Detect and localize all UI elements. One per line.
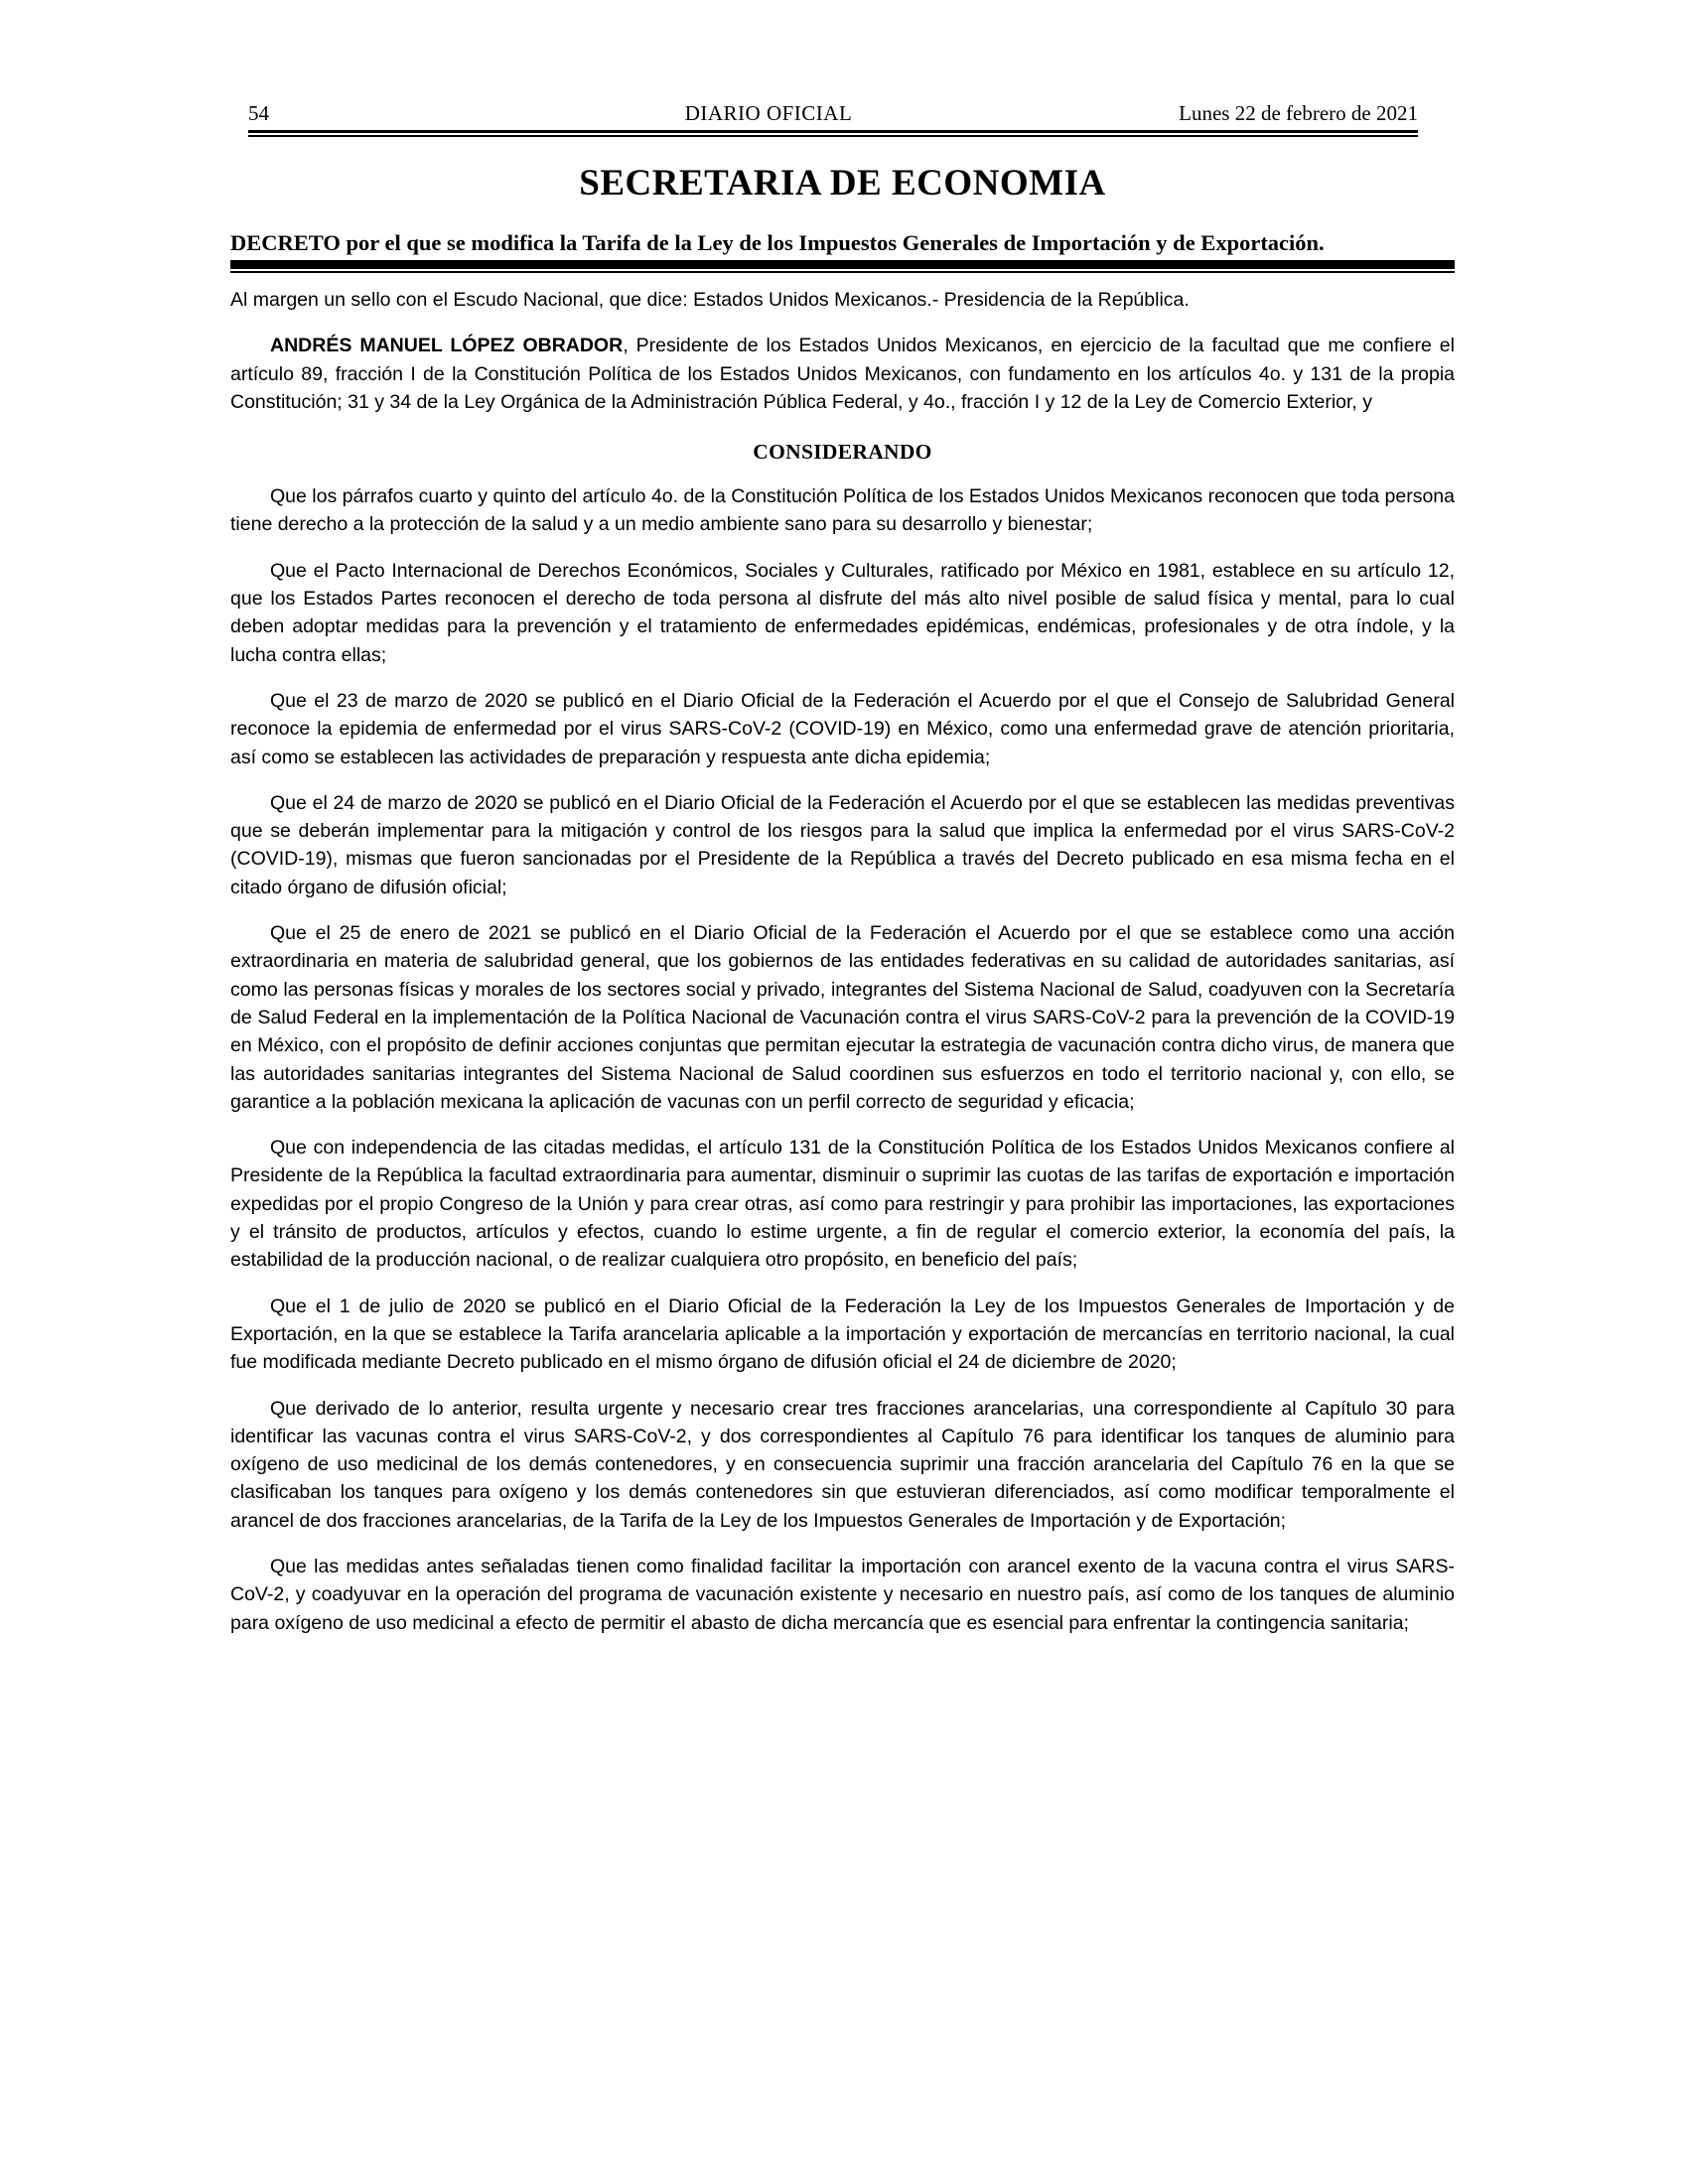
section-title: SECRETARIA DE ECONOMIA <box>579 163 1106 204</box>
consideration-paragraph: Que con independencia de las citadas medidas, el artículo 131 de la Constitución Política de los Estados Unidos Mexicanos confiere al Presidente de la República la facultad extraordinaria para aumentar, disminuir o suprimir las cuotas de las tarifas de exportación e importación expedidas por el propio Congreso de la Unión y para crear otras, así como para restringir y para prohibir las importaciones, las exportaciones y el tránsito de productos, artículos y efectos, cuando lo estime urgente, a fin de regular el comercio exterior, la economía del país, la estabilidad de la producción nacional, o de realizar cualquiera otro propósito, en beneficio del país; <box>230 1137 1455 1272</box>
decree-rule <box>230 260 1455 273</box>
header-date: Lunes 22 de febrero de 2021 <box>1179 101 1418 125</box>
running-header <box>248 101 1418 125</box>
president-name: ANDRÉS MANUEL LÓPEZ OBRADOR <box>270 335 624 357</box>
president-paragraph-text: , Presidente de los Estados Unidos Mexicanos, en ejercicio de la facultad que me confiere el artículo 89, fracción I de la Constitución Política de los Estados Unidos Mexicanos, con fundamento en los artículos 4o. y 131 de la propia Constitución; 31 y 34 de la Ley Orgánica de la Administración Pública Federal, y 4o., fracción I y 12 de la Ley de Comercio Exterior, y <box>230 335 1455 413</box>
consideration-paragraph: Que el Pacto Internacional de Derechos Económicos, Sociales y Culturales, ratificado por México en 1981, establece en su artículo 12, que los Estados Partes reconocen el derecho de toda persona al disfrute del más alto nivel posible de salud física y mental, para lo cual deben adoptar medidas para la prevención y el tratamiento de enfermedades epidémicas, endémicas, profesionales y de otra índole, y la lucha contra ellas; <box>230 559 1455 666</box>
decree-body <box>230 286 1455 1637</box>
president-paragraph <box>230 332 1455 416</box>
al-margen-paragraph: Al margen un sello con el Escudo Nacional, que dice: Estados Unidos Mexicanos.- Presidencia de la República. <box>230 289 1190 311</box>
consideration-paragraph: Que derivado de lo anterior, resulta urgente y necesario crear tres fracciones arancelarias, una correspondiente al Capítulo 30 para identificar las vacunas contra el virus SARS-CoV-2, y dos correspondientes al Capítulo 76 para identificar los tanques de aluminio para oxígeno de uso medicinal de los demás contenedores, y en consecuencia suprimir una fracción arancelaria del Capítulo 76 en la que se clasificaban los tanques para oxígeno y los demás contenedores sin que estuvieran diferenciados, así como modificar temporalmente el arancel de dos fracciones arancelarias, de la Tarifa de la Ley de los Impuestos Generales de Importación y de Exportación; <box>230 1397 1455 1532</box>
consideration-paragraph: Que el 1 de julio de 2020 se publicó en el Diario Oficial de la Federación la Ley de los Impuestos Generales de Importación y de Exportación, en la que se establece la Tarifa arancelaria aplicable a la importación y exportación de mercancías en territorio nacional, la cual fue modificada mediante Decreto publicado en el mismo órgano de difusión oficial el 24 de diciembre de 2020; <box>230 1295 1455 1374</box>
page-number: 54 <box>248 101 269 125</box>
consideration-paragraph: Que los párrafos cuarto y quinto del artículo 4o. de la Constitución Política de los Estados Unidos Mexicanos reconocen que toda persona tiene derecho a la protección de la salud y a un medio ambiente sano para su desarrollo y bienestar; <box>230 485 1455 536</box>
consideration-paragraph: Que el 24 de marzo de 2020 se publicó en el Diario Oficial de la Federación el Acuerdo por el que se establecen las medidas preventivas que se deberán implementar para la mitigación y control de los riesgos para la salud que implica la enfermedad por el virus SARS-CoV-2 (COVID-19), mismas que fueron sancionadas por el Presidente de la República a través del Decreto publicado en esa misma fecha en el citado órgano de difusión oficial; <box>230 791 1455 898</box>
decree-heading: DECRETO por el que se modifica la Tarifa de la Ley de los Impuestos Generales de Importación y de Exportación. <box>230 230 1325 255</box>
considerando-heading: CONSIDERANDO <box>753 440 932 465</box>
consideration-paragraph: Que las medidas antes señaladas tienen como finalidad facilitar la importación con arancel exento de la vacuna contra el virus SARS-CoV-2, y coadyuvar en la operación del programa de vacunación existente y necesario en nuestro país, así como de los tanques de aluminio para oxígeno de uso medicinal a efecto de permitir el abasto de dicha mercancía que es esencial para enfrentar la contingencia sanitaria; <box>230 1555 1455 1634</box>
consideration-paragraph: Que el 25 de enero de 2021 se publicó en el Diario Oficial de la Federación el Acuerdo por el que se establece como una acción extraordinaria en materia de salubridad general, que los gobiernos de las entidades federativas en su calidad de autoridades sanitarias, así como las personas físicas y morales de los sectores social y privado, integrantes del Sistema Nacional de Salud, coadyuven con la Secretaría de Salud Federal en la implementación de la Política Nacional de Vacunación contra el virus SARS-CoV-2 para la prevención de la COVID-19 en México, con el propósito de definir acciones conjuntas que permitan ejecutar la estrategia de vacunación contra dicho virus, de manera que las autoridades sanitarias integrantes del Sistema Nacional de Salud coordinen sus esfuerzos en todo el territorio nacional y, con ello, se garantice a la población mexicana la aplicación de vacunas con un perfil correcto de seguridad y eficacia; <box>230 922 1455 1113</box>
consideration-paragraph: Que el 23 de marzo de 2020 se publicó en el Diario Oficial de la Federación el Acuerdo por el que el Consejo de Salubridad General reconoce la epidemia de enfermedad por el virus SARS-CoV-2 (COVID-19) en México, como una enfermedad grave de atención prioritaria, así como se establecen las actividades de preparación y respuesta ante dicha epidemia; <box>230 689 1455 768</box>
page-content <box>230 101 1455 1637</box>
journal-name: DIARIO OFICIAL <box>684 101 853 125</box>
header-double-rule <box>248 130 1418 137</box>
